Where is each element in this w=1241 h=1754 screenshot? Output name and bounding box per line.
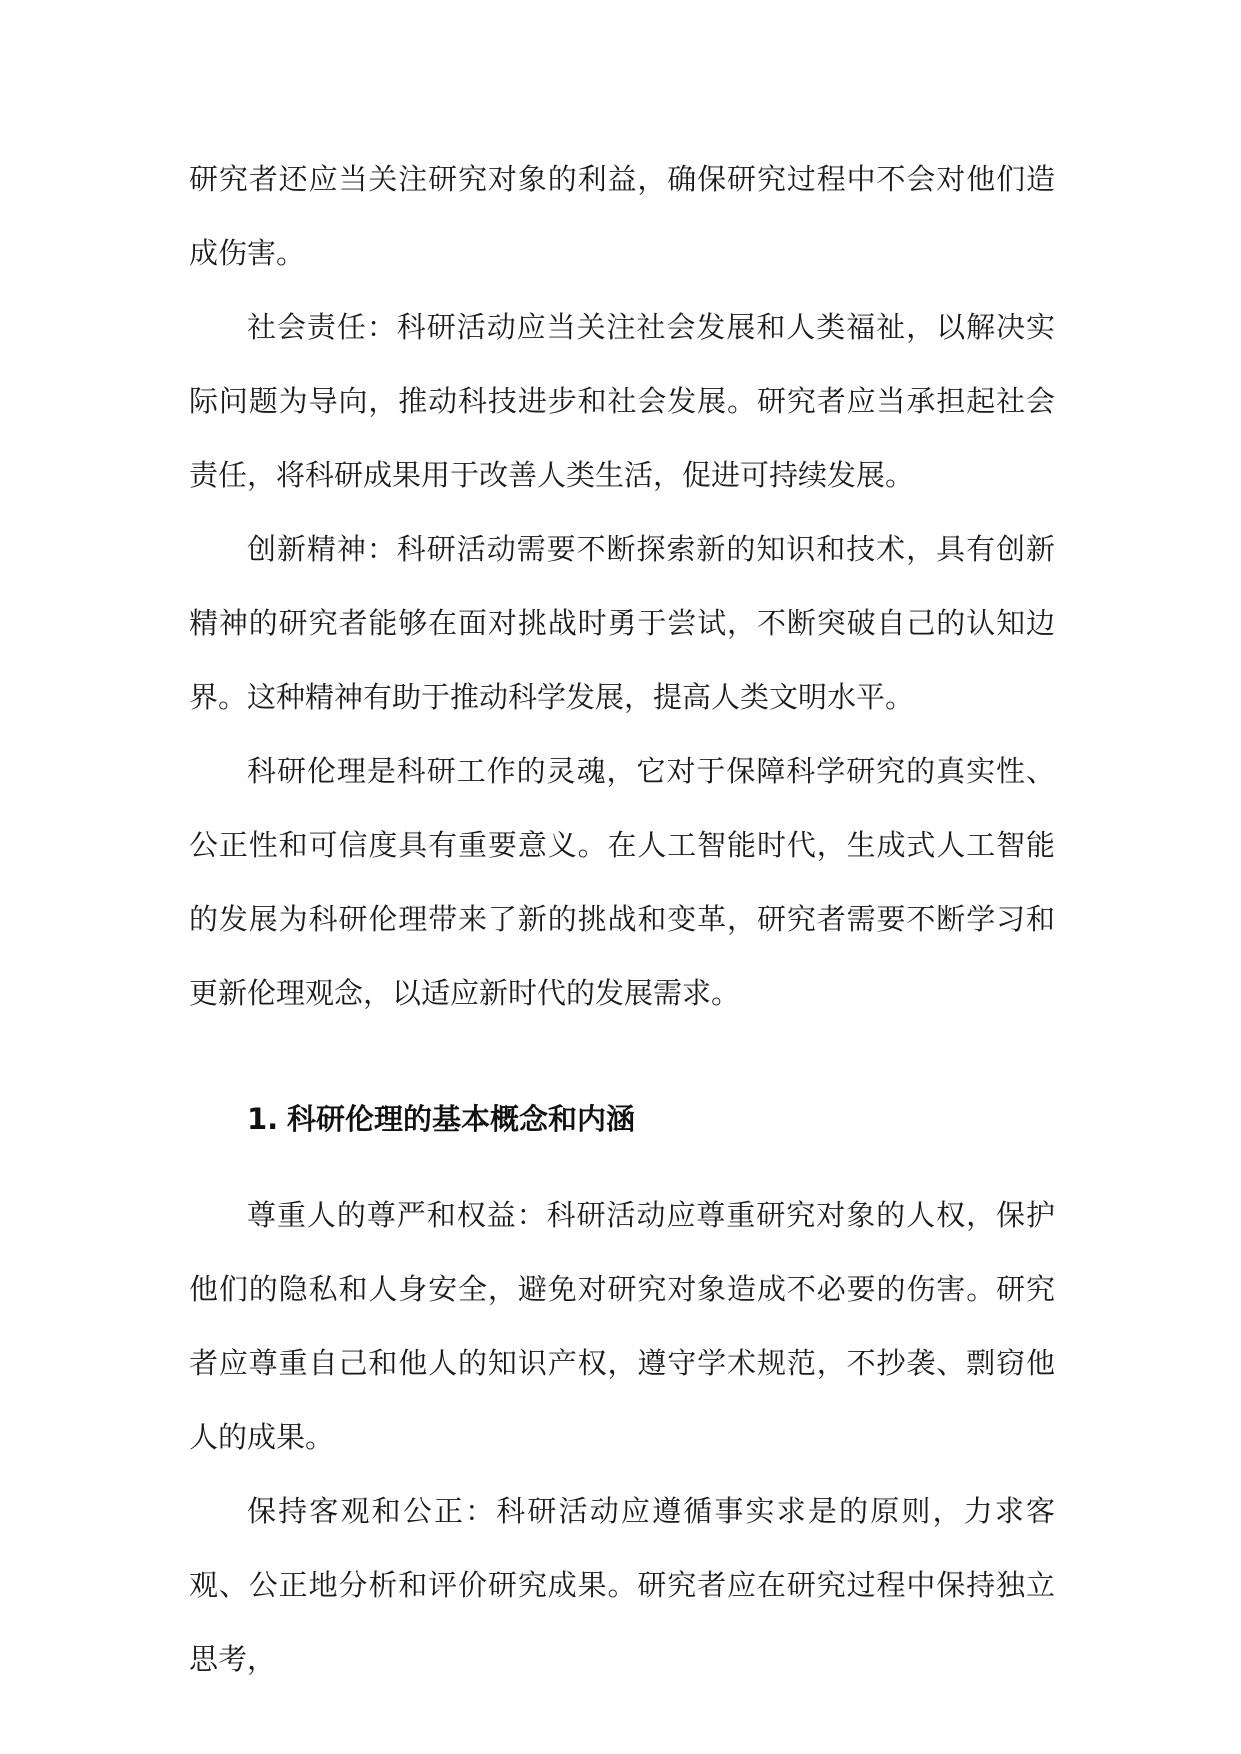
paragraph-respect-dignity: 尊重人的尊严和权益：科研活动应尊重研究对象的人权，保护他们的隐私和人身安全，避免对研究对象造成不必要的伤害。研究者应尊重自己和他人的知识产权，遵守学术规范，不抄袭、剽窃他人的成果。 [189, 1198, 1055, 1454]
paragraph-social-responsibility: 社会责任：科研活动应当关注社会发展和人类福祉，以解决实际问题为导向，推动科技进步和社会发展。研究者应当承担起社会责任，将科研成果用于改善人类生活，促进可持续发展。 [189, 310, 1055, 492]
paragraph-research-ethics-summary: 科研伦理是科研工作的灵魂，它对于保障科学研究的真实性、公正性和可信度具有重要意义。在人工智能时代，生成式人工智能的发展为科研伦理带来了新的挑战和变革，研究者需要不断学习和更新伦理观念，以适应新时代的发展需求。 [189, 754, 1055, 1010]
section-title: 科研伦理的基本概念和内涵 [287, 1102, 636, 1136]
document-body [189, 142, 1055, 1696]
section-number: 1. [247, 1102, 279, 1136]
paragraph-innovation-spirit: 创新精神：科研活动需要不断探索新的知识和技术，具有创新精神的研究者能够在面对挑战时勇于尝试，不断突破自己的认知边界。这种精神有助于推动科学发展，提高人类文明水平。 [189, 532, 1055, 714]
paragraph-objectivity-fairness: 保持客观和公正：科研活动应遵循事实求是的原则，力求客观、公正地分析和评价研究成果。研究者应在研究过程中保持独立思考， [189, 1494, 1055, 1676]
paragraph-continuation: 研究者还应当关注研究对象的利益，确保研究过程中不会对他们造成伤害。 [189, 162, 1055, 270]
section-heading [189, 1082, 1055, 1156]
